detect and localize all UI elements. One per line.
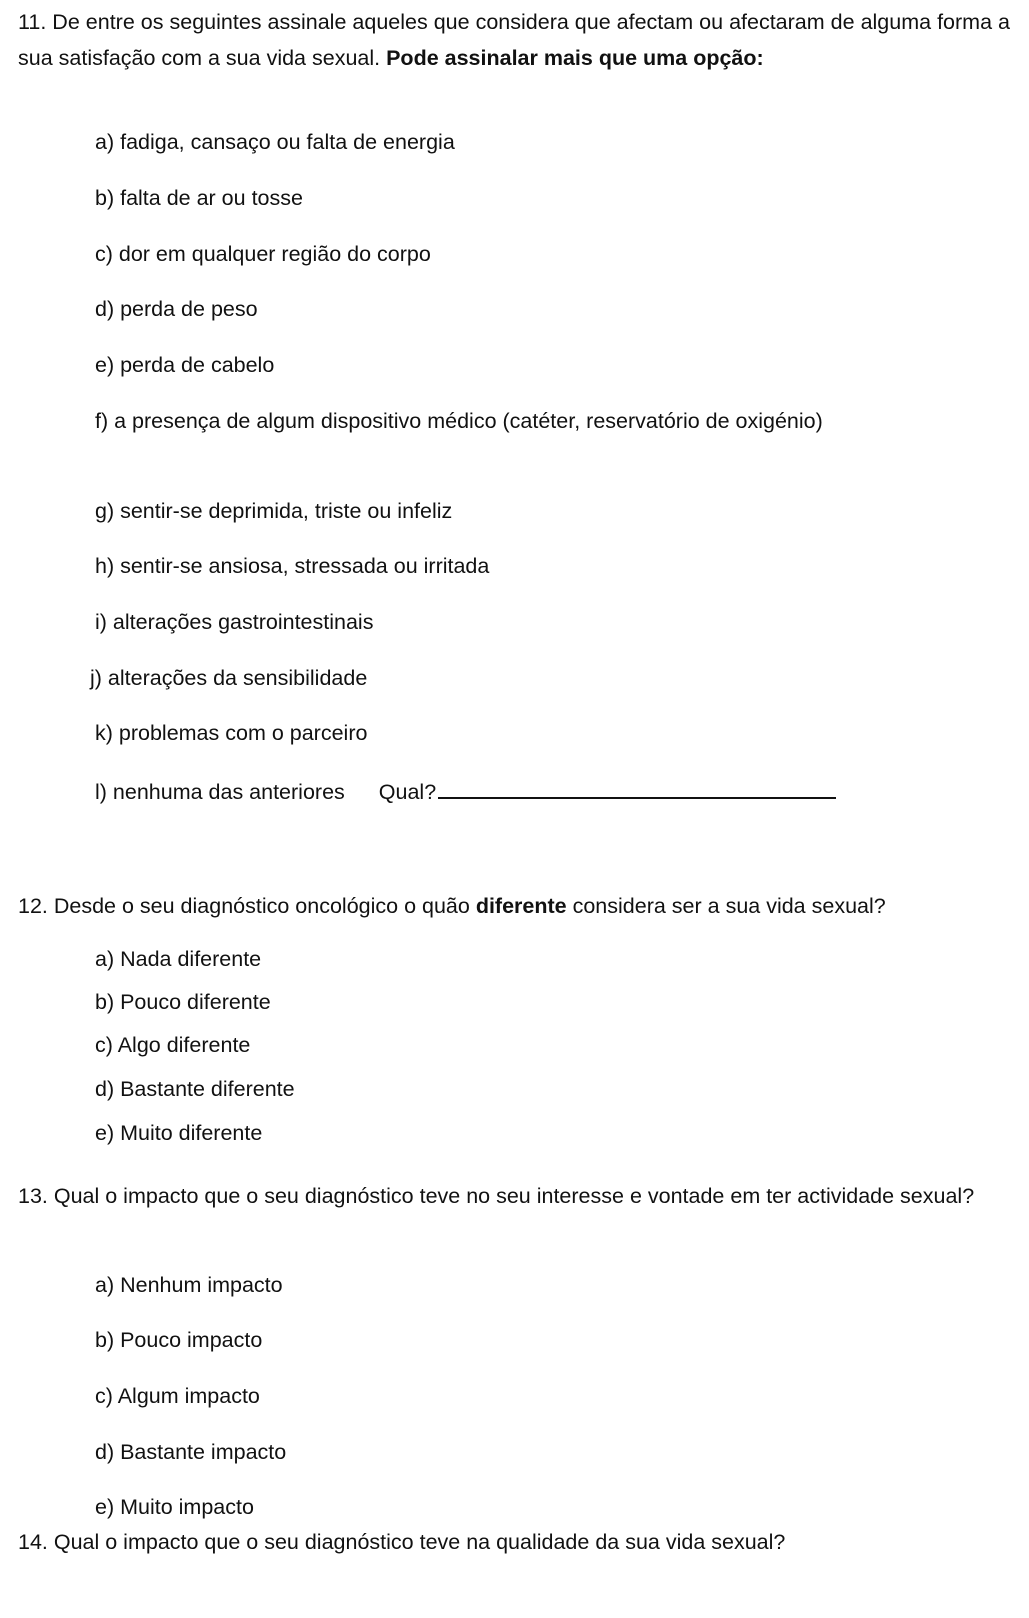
q11-option-l-label: l) nenhuma das anteriores [95,780,345,804]
question-11-text: 11. De entre os seguintes assinale aqueles que considera que afectam ou afectaram de alguma forma a sua satisfação com a sua vida sexual. [18,10,1010,70]
question-13: 13. Qual o impacto que o seu diagnóstico teve no seu interesse e vontade em ter actividade sexual? [18,1184,975,1208]
q11-option-k[interactable]: k) problemas com o parceiro [95,721,368,745]
q13-option-c[interactable]: c) Algum impacto [95,1384,260,1408]
q11-other-prompt: Qual? [378,780,437,804]
q11-option-e[interactable]: e) perda de cabelo [95,353,275,377]
q11-option-j[interactable]: j) alterações da sensibilidade [90,666,368,690]
question-12-text-before: 12. Desde o seu diagnóstico oncológico o quão [18,894,476,918]
q11-option-l[interactable] [95,775,836,806]
q11-option-d[interactable]: d) perda de peso [95,297,258,321]
q11-option-b[interactable]: b) falta de ar ou tosse [95,186,303,210]
question-12-emphasis: diferente [475,894,567,918]
q12-option-d[interactable]: d) Bastante diferente [95,1077,295,1101]
q11-option-f[interactable]: f) a presença de algum dispositivo médico (catéter, reservatório de oxigénio) [95,409,823,433]
q11-other-answer-line[interactable] [438,775,836,799]
q11-option-i[interactable]: i) alterações gastrointestinais [95,610,374,634]
q13-option-b[interactable]: b) Pouco impacto [95,1328,263,1352]
q11-option-a[interactable]: a) fadiga, cansaço ou falta de energia [95,130,455,154]
q13-option-e[interactable]: e) Muito impacto [95,1495,254,1519]
question-12 [18,892,886,920]
q11-option-c[interactable]: c) dor em qualquer região do corpo [95,242,431,266]
question-12-text-after: considera ser a sua vida sexual? [566,894,886,918]
q11-option-h[interactable]: h) sentir-se ansiosa, stressada ou irritada [95,554,490,578]
q12-option-c[interactable]: c) Algo diferente [95,1033,251,1057]
question-11-instruction: Pode assinalar mais que uma opção: [386,46,764,70]
q12-option-b[interactable]: b) Pouco diferente [95,990,271,1014]
q12-option-a[interactable]: a) Nada diferente [95,947,262,971]
q12-option-e[interactable]: e) Muito diferente [95,1121,263,1145]
question-14: 14. Qual o impacto que o seu diagnóstico teve na qualidade da sua vida sexual? [18,1530,786,1554]
q13-option-d[interactable]: d) Bastante impacto [95,1440,287,1464]
question-11 [18,4,1010,76]
q13-option-a[interactable]: a) Nenhum impacto [95,1273,283,1297]
q11-option-g[interactable]: g) sentir-se deprimida, triste ou infeliz [95,499,453,523]
